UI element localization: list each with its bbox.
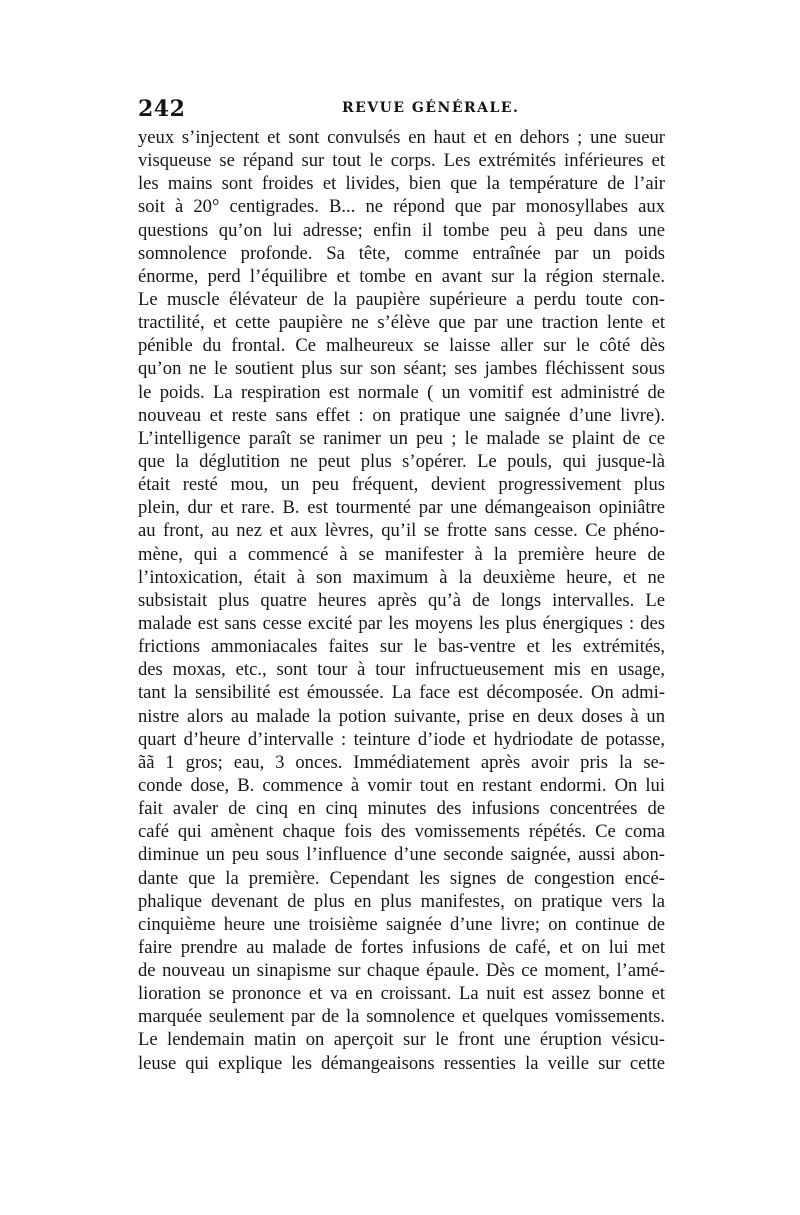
- journal-title: REVUE GÉNÉRALE.: [342, 100, 520, 116]
- text-line: était resté mou, un peu fréquent, devient progressivement plus: [138, 474, 665, 496]
- text-line: marquée seulement par de la somnolence et quelques vomissements.: [138, 1006, 665, 1028]
- text-line: somnolence profonde. Sa tête, comme entraînée par un poids: [138, 242, 665, 264]
- text-line: plein, dur et rare. B. est tourmenté par une démangeaison opiniâtre: [138, 497, 665, 519]
- text-line: Le muscle élévateur de la paupière supérieure a perdu toute con-: [138, 288, 665, 310]
- text-line: lioration se prononce et va en croissant. La nuit est assez bonne et: [138, 983, 665, 1005]
- text-line: nouveau et reste sans effet : on pratique une saignée d’une livre).: [138, 404, 665, 426]
- text-line: malade est sans cesse excité par les moyens les plus énergiques : des: [138, 612, 665, 634]
- text-line: ãã 1 gros; eau, 3 onces. Immédiatement après avoir pris la se-: [138, 751, 665, 773]
- text-line: pénible du frontal. Ce malheureux se laisse aller sur le côté dès: [138, 335, 665, 357]
- text-line: leuse qui explique les démangeaisons ressenties la veille sur cette: [138, 1052, 665, 1074]
- text-line: nistre alors au malade la potion suivante, prise en deux doses à un: [138, 705, 665, 727]
- text-line: diminue un peu sous l’influence d’une seconde saignée, aussi abon-: [138, 844, 665, 866]
- page-number: 242: [138, 96, 186, 122]
- running-head: [138, 96, 665, 126]
- text-line: cinquième heure une troisième saignée d’une livre; on continue de: [138, 913, 665, 935]
- body-text: [138, 126, 665, 1075]
- text-line: café qui amènent chaque fois des vomissements répétés. Ce coma: [138, 821, 665, 843]
- text-line: yeux s’injectent et sont convulsés en haut et en dehors ; une sueur: [138, 127, 665, 148]
- text-line: tractilité, et cette paupière ne s’élève que par une traction lente et: [138, 312, 665, 334]
- text-line: le poids. La respiration est normale ( un vomitif est administré de: [138, 381, 665, 403]
- text-line: des moxas, etc., sont tour à tour infructueusement mis en usage,: [138, 659, 665, 681]
- text-line: au front, au nez et aux lèvres, qu’il se frotte sans cesse. Ce phéno-: [138, 520, 665, 542]
- text-line: visqueuse se répand sur tout le corps. Les extrémités inférieures et: [138, 150, 665, 172]
- text-line: subsistait plus quatre heures après qu’à de longs intervalles. Le: [138, 589, 665, 611]
- text-line: qu’on ne le soutient plus sur son séant; ses jambes fléchissent sous: [138, 358, 665, 380]
- text-line: conde dose, B. commence à vomir tout en restant endormi. On lui: [138, 774, 665, 796]
- text-line: l’intoxication, était à son maximum à la deuxième heure, et ne: [138, 566, 665, 588]
- text-line: dante que la première. Cependant les signes de congestion encé-: [138, 867, 665, 889]
- text-line: L’intelligence paraît se ranimer un peu ; le malade se plaint de ce: [138, 427, 665, 449]
- text-line: frictions ammoniacales faites sur le bas-ventre et les extrémités,: [138, 636, 665, 658]
- text-line: quart d’heure d’intervalle : teinture d’iode et hydriodate de potasse,: [138, 728, 665, 750]
- text-line: que la déglutition ne peut plus s’opérer. Le pouls, qui jusque-là: [138, 450, 665, 472]
- text-line: questions qu’on lui adresse; enfin il tombe peu à peu dans une: [138, 219, 665, 241]
- text-line: les mains sont froides et livides, bien que la température de l’air: [138, 173, 665, 195]
- text-line: faire prendre au malade de fortes infusions de café, et on lui met: [138, 936, 665, 958]
- text-line: de nouveau un sinapisme sur chaque épaule. Dès ce moment, l’amé-: [138, 960, 665, 982]
- text-line: soit à 20° centigrades. B... ne répond que par monosyllabes aux: [138, 196, 665, 218]
- text-line: énorme, perd l’équilibre et tombe en avant sur la région sternale.: [138, 265, 665, 287]
- text-line: phalique devenant de plus en plus manifestes, on pratique vers la: [138, 890, 665, 912]
- text-line: fait avaler de cinq en cinq minutes des infusions concentrées de: [138, 798, 665, 820]
- text-line: mène, qui a commencé à se manifester à la première heure de: [138, 543, 665, 565]
- text-line: tant la sensibilité est émoussée. La face est décomposée. On admi-: [138, 682, 665, 704]
- text-line: Le lendemain matin on aperçoit sur le front une éruption vésicu-: [138, 1029, 665, 1051]
